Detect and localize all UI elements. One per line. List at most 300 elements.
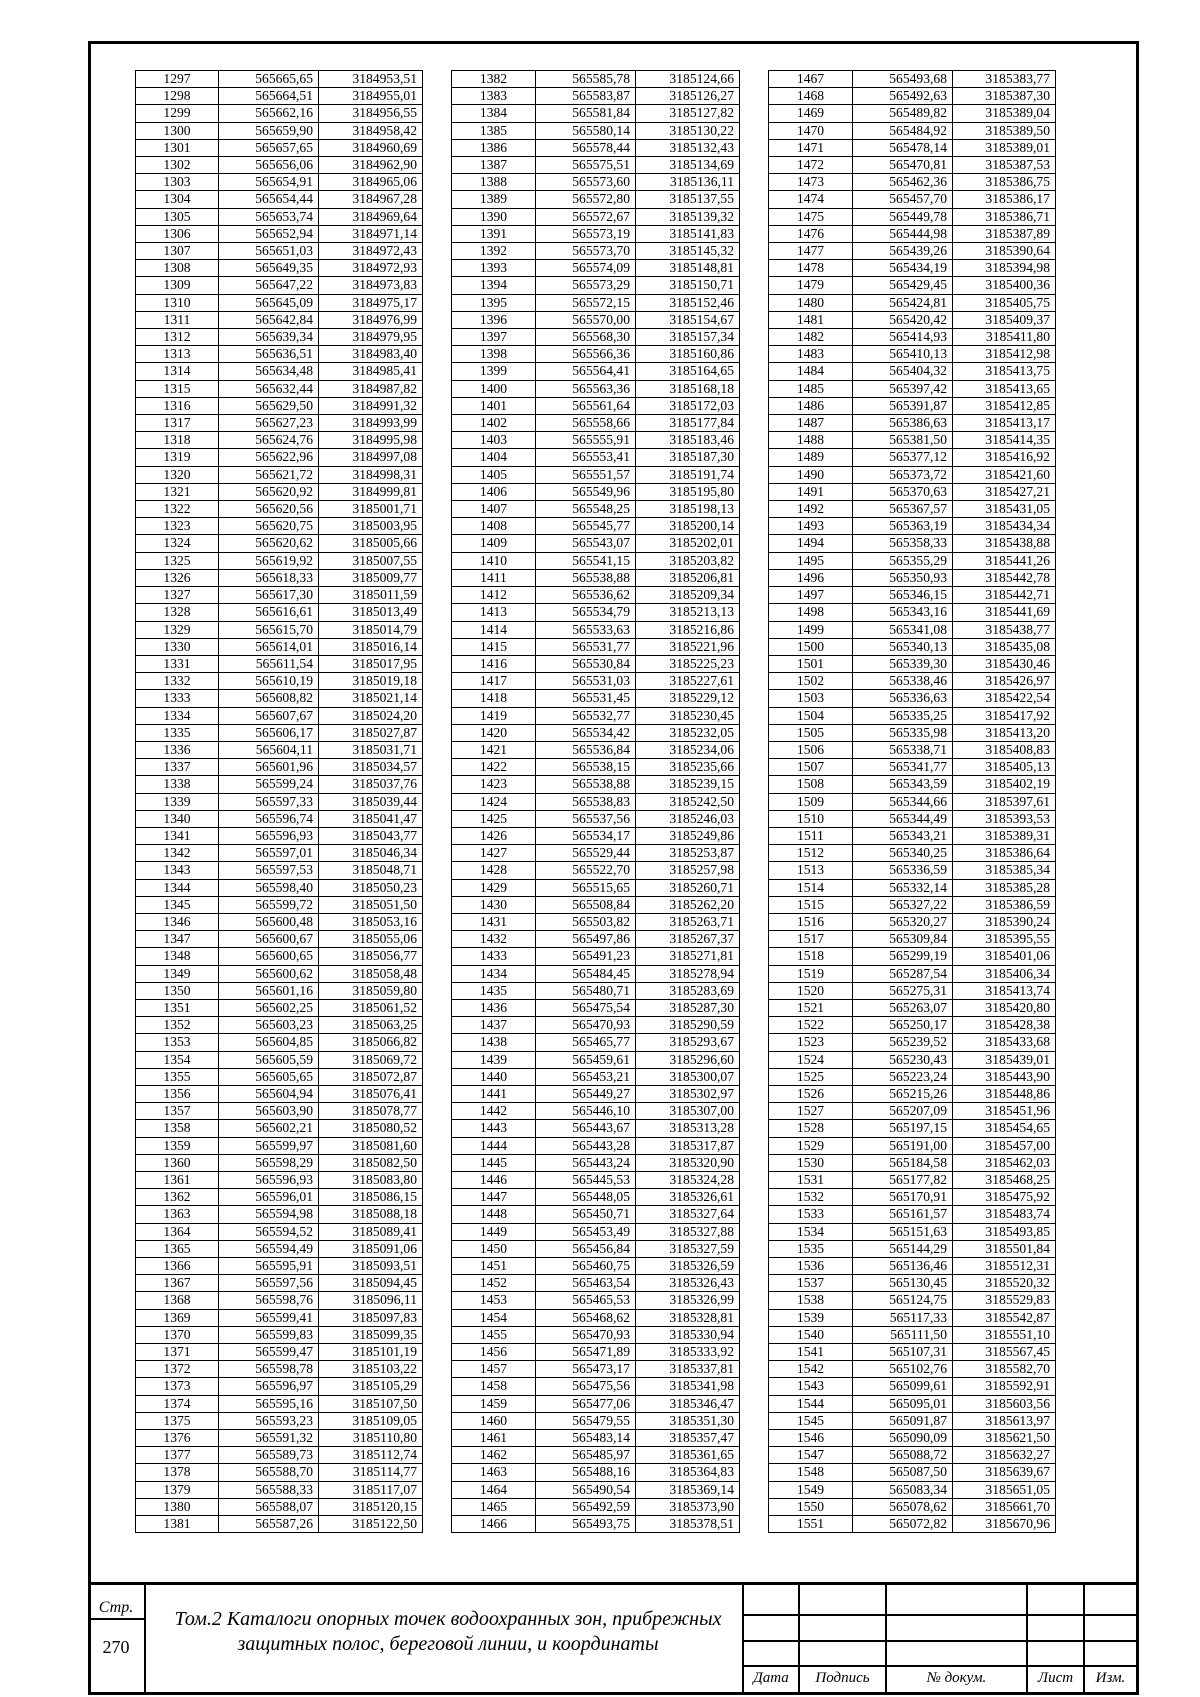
x-coordinate: 565434,19	[853, 260, 953, 277]
point-number: 1310	[136, 294, 219, 311]
table-row	[769, 896, 1056, 913]
point-number: 1516	[769, 913, 853, 930]
table-row	[136, 948, 423, 965]
x-coordinate: 565617,30	[219, 587, 319, 604]
x-coordinate: 565480,71	[536, 982, 636, 999]
x-coordinate: 565538,88	[536, 569, 636, 586]
table-row	[136, 638, 423, 655]
y-coordinate: 3185260,71	[636, 879, 740, 896]
y-coordinate: 3185390,24	[953, 913, 1056, 930]
y-coordinate: 3185405,75	[953, 294, 1056, 311]
y-coordinate: 3185063,25	[319, 1017, 423, 1034]
x-coordinate: 565327,22	[853, 896, 953, 913]
table-row	[136, 277, 423, 294]
point-number: 1488	[769, 432, 853, 449]
table-row	[452, 88, 740, 105]
y-coordinate: 3185127,82	[636, 105, 740, 122]
point-number: 1500	[769, 638, 853, 655]
point-number: 1381	[136, 1516, 219, 1533]
x-coordinate: 565215,26	[853, 1085, 953, 1102]
table-row	[769, 1464, 1056, 1481]
table-row	[136, 225, 423, 242]
point-number: 1334	[136, 707, 219, 724]
x-coordinate: 565603,90	[219, 1103, 319, 1120]
point-number: 1439	[452, 1051, 536, 1068]
point-number: 1351	[136, 999, 219, 1016]
table-row	[769, 535, 1056, 552]
point-number: 1458	[452, 1378, 536, 1395]
table-row	[452, 260, 740, 277]
point-number: 1467	[769, 71, 853, 88]
point-number: 1387	[452, 157, 536, 174]
x-coordinate: 565601,16	[219, 982, 319, 999]
x-coordinate: 565484,92	[853, 122, 953, 139]
y-coordinate: 3185130,22	[636, 122, 740, 139]
table-row	[452, 1447, 740, 1464]
table-row	[452, 569, 740, 586]
table-row	[136, 707, 423, 724]
point-number: 1470	[769, 122, 853, 139]
point-number: 1306	[136, 225, 219, 242]
table-row	[452, 1309, 740, 1326]
x-coordinate: 565583,87	[536, 88, 636, 105]
table-row	[452, 982, 740, 999]
point-number: 1379	[136, 1481, 219, 1498]
x-coordinate: 565605,59	[219, 1051, 319, 1068]
x-coordinate: 565124,75	[853, 1292, 953, 1309]
x-coordinate: 565538,15	[536, 759, 636, 776]
x-coordinate: 565537,56	[536, 810, 636, 827]
table-row	[769, 1481, 1056, 1498]
x-coordinate: 565570,00	[536, 311, 636, 328]
x-coordinate: 565541,15	[536, 552, 636, 569]
y-coordinate: 3185198,13	[636, 501, 740, 518]
x-coordinate: 565444,98	[853, 225, 953, 242]
point-number: 1527	[769, 1103, 853, 1120]
point-number: 1302	[136, 157, 219, 174]
y-coordinate: 3185278,94	[636, 965, 740, 982]
x-coordinate: 565531,03	[536, 673, 636, 690]
title-block-divider	[744, 1640, 1136, 1642]
table-row	[452, 157, 740, 174]
point-number: 1453	[452, 1292, 536, 1309]
y-coordinate: 3185357,47	[636, 1430, 740, 1447]
point-number: 1477	[769, 243, 853, 260]
x-coordinate: 565443,24	[536, 1154, 636, 1171]
x-coordinate: 565621,72	[219, 466, 319, 483]
table-row	[136, 139, 423, 156]
x-coordinate: 565072,82	[853, 1516, 953, 1533]
y-coordinate: 3185313,28	[636, 1120, 740, 1137]
point-number: 1486	[769, 397, 853, 414]
x-coordinate: 565341,77	[853, 759, 953, 776]
x-coordinate: 565358,33	[853, 535, 953, 552]
x-coordinate: 565620,92	[219, 483, 319, 500]
y-coordinate: 3185232,05	[636, 724, 740, 741]
x-coordinate: 565598,40	[219, 879, 319, 896]
point-number: 1384	[452, 105, 536, 122]
x-coordinate: 565095,01	[853, 1395, 953, 1412]
point-number: 1505	[769, 724, 853, 741]
y-coordinate: 3185520,32	[953, 1275, 1056, 1292]
x-coordinate: 565588,33	[219, 1481, 319, 1498]
x-coordinate: 565534,42	[536, 724, 636, 741]
point-number: 1519	[769, 965, 853, 982]
y-coordinate: 3185442,78	[953, 569, 1056, 586]
table-row	[452, 1516, 740, 1533]
table-row	[769, 363, 1056, 380]
x-coordinate: 565370,63	[853, 483, 953, 500]
x-coordinate: 565657,65	[219, 139, 319, 156]
point-number: 1545	[769, 1412, 853, 1429]
x-coordinate: 565598,78	[219, 1361, 319, 1378]
x-coordinate: 565553,41	[536, 449, 636, 466]
table-row	[769, 71, 1056, 88]
point-number: 1472	[769, 157, 853, 174]
point-number: 1535	[769, 1240, 853, 1257]
table-row	[136, 380, 423, 397]
y-coordinate: 3185613,97	[953, 1412, 1056, 1429]
table-row	[769, 1189, 1056, 1206]
y-coordinate: 3185420,80	[953, 999, 1056, 1016]
y-coordinate: 3185567,45	[953, 1344, 1056, 1361]
y-coordinate: 3185389,01	[953, 139, 1056, 156]
point-number: 1375	[136, 1412, 219, 1429]
y-coordinate: 3185346,47	[636, 1395, 740, 1412]
point-number: 1539	[769, 1309, 853, 1326]
table-row	[136, 913, 423, 930]
point-number: 1347	[136, 931, 219, 948]
table-row	[769, 587, 1056, 604]
x-coordinate: 565350,93	[853, 569, 953, 586]
table-row	[136, 1206, 423, 1223]
table-row	[769, 449, 1056, 466]
table-row	[136, 1361, 423, 1378]
x-coordinate: 565594,98	[219, 1206, 319, 1223]
table-row	[452, 793, 740, 810]
point-number: 1427	[452, 845, 536, 862]
point-number: 1411	[452, 569, 536, 586]
table-row	[769, 569, 1056, 586]
x-coordinate: 565622,96	[219, 449, 319, 466]
x-coordinate: 565551,57	[536, 466, 636, 483]
table-row	[136, 415, 423, 432]
point-number: 1461	[452, 1430, 536, 1447]
point-number: 1496	[769, 569, 853, 586]
y-coordinate: 3185512,31	[953, 1258, 1056, 1275]
x-coordinate: 565170,91	[853, 1189, 953, 1206]
y-coordinate: 3185412,98	[953, 346, 1056, 363]
point-number: 1405	[452, 466, 536, 483]
y-coordinate: 3185385,28	[953, 879, 1056, 896]
point-number: 1543	[769, 1378, 853, 1395]
y-coordinate: 3185438,88	[953, 535, 1056, 552]
y-coordinate: 3185493,85	[953, 1223, 1056, 1240]
x-coordinate: 565340,13	[853, 638, 953, 655]
y-coordinate: 3185206,81	[636, 569, 740, 586]
point-number: 1536	[769, 1258, 853, 1275]
title-block-divider	[744, 1614, 1136, 1616]
table-row	[769, 776, 1056, 793]
x-coordinate: 565373,72	[853, 466, 953, 483]
table-row	[769, 191, 1056, 208]
x-coordinate: 565574,09	[536, 260, 636, 277]
y-coordinate: 3185031,71	[319, 741, 423, 758]
table-row	[769, 1292, 1056, 1309]
point-number: 1499	[769, 621, 853, 638]
point-number: 1366	[136, 1258, 219, 1275]
title-block-divider	[144, 1585, 146, 1695]
y-coordinate: 3185157,34	[636, 329, 740, 346]
x-coordinate: 565191,00	[853, 1137, 953, 1154]
table-row	[136, 208, 423, 225]
y-coordinate: 3185086,15	[319, 1189, 423, 1206]
table-row	[769, 88, 1056, 105]
y-coordinate: 3185296,60	[636, 1051, 740, 1068]
x-coordinate: 565599,72	[219, 896, 319, 913]
point-number: 1299	[136, 105, 219, 122]
coordinate-table-3	[768, 70, 1056, 1533]
y-coordinate: 3185430,46	[953, 655, 1056, 672]
x-coordinate: 565607,67	[219, 707, 319, 724]
table-row	[136, 1481, 423, 1498]
x-coordinate: 565581,84	[536, 105, 636, 122]
table-row	[769, 501, 1056, 518]
point-number: 1449	[452, 1223, 536, 1240]
point-number: 1320	[136, 466, 219, 483]
y-coordinate: 3184953,51	[319, 71, 423, 88]
point-number: 1547	[769, 1447, 853, 1464]
x-coordinate: 565600,67	[219, 931, 319, 948]
point-number: 1422	[452, 759, 536, 776]
table-row	[452, 449, 740, 466]
y-coordinate: 3185058,48	[319, 965, 423, 982]
table-row	[769, 1326, 1056, 1343]
y-coordinate: 3185411,80	[953, 329, 1056, 346]
point-number: 1433	[452, 948, 536, 965]
y-coordinate: 3185148,81	[636, 260, 740, 277]
y-coordinate: 3184999,81	[319, 483, 423, 500]
x-coordinate: 565492,63	[853, 88, 953, 105]
point-number: 1357	[136, 1103, 219, 1120]
x-coordinate: 565575,51	[536, 157, 636, 174]
y-coordinate: 3185013,49	[319, 604, 423, 621]
y-coordinate: 3185072,87	[319, 1068, 423, 1085]
table-row	[452, 346, 740, 363]
table-row	[769, 157, 1056, 174]
y-coordinate: 3185290,59	[636, 1017, 740, 1034]
point-number: 1349	[136, 965, 219, 982]
y-coordinate: 3185483,74	[953, 1206, 1056, 1223]
y-coordinate: 3185150,71	[636, 277, 740, 294]
point-number: 1437	[452, 1017, 536, 1034]
x-coordinate: 565647,22	[219, 277, 319, 294]
x-coordinate: 565299,19	[853, 948, 953, 965]
point-number: 1367	[136, 1275, 219, 1292]
table-row	[769, 1206, 1056, 1223]
y-coordinate: 3185431,05	[953, 501, 1056, 518]
x-coordinate: 565475,54	[536, 999, 636, 1016]
point-number: 1301	[136, 139, 219, 156]
point-number: 1309	[136, 277, 219, 294]
point-number: 1339	[136, 793, 219, 810]
table-row	[452, 827, 740, 844]
point-number: 1533	[769, 1206, 853, 1223]
point-number: 1412	[452, 587, 536, 604]
table-row	[452, 759, 740, 776]
point-number: 1403	[452, 432, 536, 449]
x-coordinate: 565493,75	[536, 1516, 636, 1533]
x-coordinate: 565420,42	[853, 311, 953, 328]
point-number: 1397	[452, 329, 536, 346]
header-date: Дата	[753, 1670, 789, 1686]
y-coordinate: 3185408,83	[953, 741, 1056, 758]
point-number: 1542	[769, 1361, 853, 1378]
point-number: 1538	[769, 1292, 853, 1309]
x-coordinate: 565587,26	[219, 1516, 319, 1533]
x-coordinate: 565596,93	[219, 827, 319, 844]
x-coordinate: 565263,07	[853, 999, 953, 1016]
y-coordinate: 3185051,50	[319, 896, 423, 913]
table-row	[452, 329, 740, 346]
y-coordinate: 3185055,06	[319, 931, 423, 948]
x-coordinate: 565538,83	[536, 793, 636, 810]
y-coordinate: 3185333,92	[636, 1344, 740, 1361]
point-number: 1343	[136, 862, 219, 879]
y-coordinate: 3185373,90	[636, 1498, 740, 1515]
y-coordinate: 3185364,83	[636, 1464, 740, 1481]
table-row	[452, 432, 740, 449]
x-coordinate: 565161,57	[853, 1206, 953, 1223]
table-row	[769, 621, 1056, 638]
table-row	[136, 655, 423, 672]
x-coordinate: 565664,51	[219, 88, 319, 105]
table-row	[136, 1498, 423, 1515]
table-row	[136, 260, 423, 277]
y-coordinate: 3185651,05	[953, 1481, 1056, 1498]
point-number: 1420	[452, 724, 536, 741]
y-coordinate: 3184965,06	[319, 174, 423, 191]
x-coordinate: 565594,49	[219, 1240, 319, 1257]
point-number: 1350	[136, 982, 219, 999]
y-coordinate: 3185451,96	[953, 1103, 1056, 1120]
x-coordinate: 565604,85	[219, 1034, 319, 1051]
x-coordinate: 565456,84	[536, 1240, 636, 1257]
table-row	[452, 776, 740, 793]
x-coordinate: 565595,91	[219, 1258, 319, 1275]
table-row	[769, 741, 1056, 758]
y-coordinate: 3185041,47	[319, 810, 423, 827]
point-number: 1314	[136, 363, 219, 380]
point-number: 1525	[769, 1068, 853, 1085]
table-row	[136, 810, 423, 827]
table-row	[452, 1120, 740, 1137]
table-row	[136, 776, 423, 793]
table-row	[452, 415, 740, 432]
x-coordinate: 565597,56	[219, 1275, 319, 1292]
y-coordinate: 3185551,10	[953, 1326, 1056, 1343]
y-coordinate: 3185462,03	[953, 1154, 1056, 1171]
table-row	[452, 1326, 740, 1343]
point-number: 1540	[769, 1326, 853, 1343]
x-coordinate: 565490,54	[536, 1481, 636, 1498]
table-row	[769, 793, 1056, 810]
y-coordinate: 3184973,83	[319, 277, 423, 294]
table-row	[452, 294, 740, 311]
y-coordinate: 3184983,40	[319, 346, 423, 363]
x-coordinate: 565309,84	[853, 931, 953, 948]
title-block	[88, 1582, 1139, 1695]
x-coordinate: 565470,93	[536, 1326, 636, 1343]
point-number: 1466	[452, 1516, 536, 1533]
table-row	[769, 1309, 1056, 1326]
x-coordinate: 565463,54	[536, 1275, 636, 1292]
table-row	[769, 655, 1056, 672]
x-coordinate: 565367,57	[853, 501, 953, 518]
point-number: 1421	[452, 741, 536, 758]
x-coordinate: 565449,78	[853, 208, 953, 225]
table-row	[452, 397, 740, 414]
table-row	[136, 1085, 423, 1102]
table-row	[136, 1412, 423, 1429]
y-coordinate: 3185443,90	[953, 1068, 1056, 1085]
x-coordinate: 565656,06	[219, 157, 319, 174]
point-number: 1541	[769, 1344, 853, 1361]
table-row	[136, 1240, 423, 1257]
x-coordinate: 565588,70	[219, 1464, 319, 1481]
table-row	[769, 483, 1056, 500]
table-row	[769, 759, 1056, 776]
y-coordinate: 3185412,85	[953, 397, 1056, 414]
x-coordinate: 565596,01	[219, 1189, 319, 1206]
point-number: 1319	[136, 449, 219, 466]
y-coordinate: 3185414,35	[953, 432, 1056, 449]
table-row	[136, 329, 423, 346]
y-coordinate: 3185154,67	[636, 311, 740, 328]
point-number: 1404	[452, 449, 536, 466]
y-coordinate: 3185177,84	[636, 415, 740, 432]
y-coordinate: 3185083,80	[319, 1172, 423, 1189]
x-coordinate: 565654,44	[219, 191, 319, 208]
point-number: 1443	[452, 1120, 536, 1137]
x-coordinate: 565344,49	[853, 810, 953, 827]
table-row	[769, 845, 1056, 862]
table-row	[769, 311, 1056, 328]
table-row	[769, 1240, 1056, 1257]
table-row	[769, 810, 1056, 827]
table-row	[136, 1103, 423, 1120]
x-coordinate: 565624,76	[219, 432, 319, 449]
point-number: 1355	[136, 1068, 219, 1085]
x-coordinate: 565239,52	[853, 1034, 953, 1051]
table-row	[769, 1017, 1056, 1034]
point-number: 1456	[452, 1344, 536, 1361]
point-number: 1462	[452, 1447, 536, 1464]
point-number: 1369	[136, 1309, 219, 1326]
point-number: 1506	[769, 741, 853, 758]
y-coordinate: 3185209,34	[636, 587, 740, 604]
y-coordinate: 3185007,55	[319, 552, 423, 569]
point-number: 1394	[452, 277, 536, 294]
table-row	[769, 1275, 1056, 1292]
y-coordinate: 3185427,21	[953, 483, 1056, 500]
y-coordinate: 3185230,45	[636, 707, 740, 724]
point-number: 1400	[452, 380, 536, 397]
table-row	[769, 948, 1056, 965]
table-row	[452, 380, 740, 397]
point-number: 1508	[769, 776, 853, 793]
point-number: 1468	[769, 88, 853, 105]
